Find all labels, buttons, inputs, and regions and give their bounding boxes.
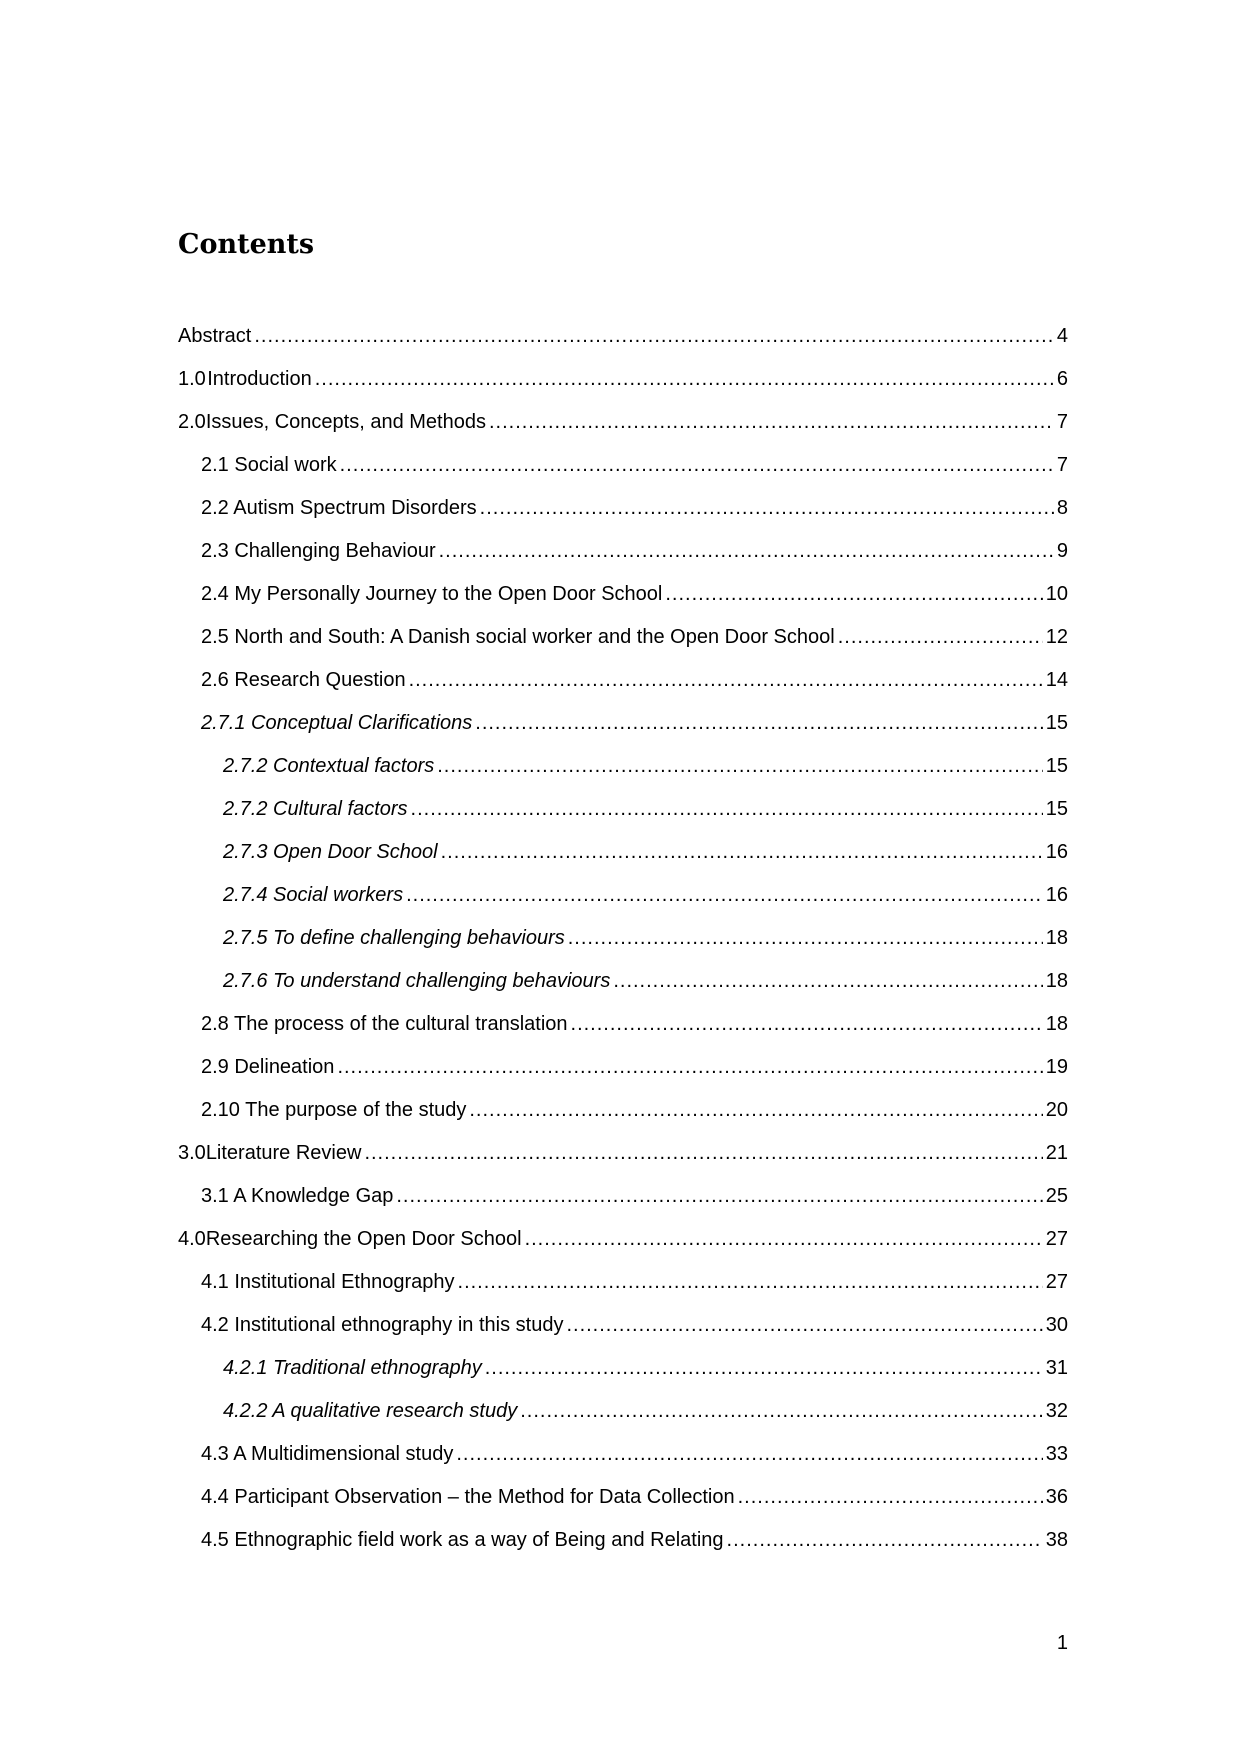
toc-entry-page: 15: [1045, 798, 1068, 820]
toc-entry-page: 31: [1045, 1357, 1068, 1379]
toc-entry-page: 12: [1045, 626, 1068, 648]
toc-entry-page: 14: [1045, 669, 1068, 691]
toc-entry-page: 30: [1045, 1314, 1068, 1336]
toc-entry-label: 2.7.2 Cultural factors: [223, 798, 408, 820]
toc-dot-leader: [525, 1218, 1043, 1261]
toc-entry-label: 2.8 The process of the cultural translation: [201, 1013, 568, 1035]
toc-entry[interactable]: [178, 702, 1068, 745]
toc-dot-leader: [364, 1132, 1042, 1175]
toc-entry-page: 19: [1045, 1056, 1068, 1078]
toc-dot-leader: [411, 788, 1043, 831]
toc-entry-label: Abstract: [178, 325, 252, 347]
toc-entry-label: 2.6 Research Question: [201, 669, 406, 691]
toc-entry-page: 10: [1045, 583, 1068, 605]
toc-entry[interactable]: [178, 960, 1068, 1003]
toc-entry-label: 2.5 North and South: A Danish social worker and the Open Door School: [201, 626, 835, 648]
toc-entry-label: 2.7.2 Contextual factors: [223, 755, 435, 777]
toc-entry[interactable]: [178, 315, 1068, 358]
toc-entry-page: 27: [1045, 1271, 1068, 1293]
toc-dot-leader: [838, 616, 1043, 659]
toc-entry[interactable]: [178, 616, 1068, 659]
toc-dot-leader: [409, 659, 1043, 702]
toc-entry-label: 2.7.4 Social workers: [223, 884, 404, 906]
toc-entry-page: 15: [1045, 712, 1068, 734]
toc-entry[interactable]: [178, 1304, 1068, 1347]
toc-entry-label: 2.7.1 Conceptual Clarifications: [201, 712, 473, 734]
toc-entry[interactable]: [178, 1218, 1068, 1261]
toc-entry-label: Issues, Concepts, and Methods: [205, 411, 486, 433]
toc-entry-label: 2.9 Delineation: [201, 1056, 335, 1078]
toc-entry-label: Introduction: [207, 368, 312, 390]
toc-entry-number: 4.0: [178, 1228, 206, 1250]
toc-entry-label: 4.4 Participant Observation – the Method for Data Collection: [201, 1486, 735, 1508]
toc-entry-label: 4.2.2 A qualitative research study: [223, 1400, 518, 1422]
toc-entry-label: 2.10 The purpose of the study: [201, 1099, 467, 1121]
toc-entry-label: 2.7.6 To understand challenging behaviours: [223, 970, 611, 992]
toc-entry-page: 33: [1045, 1443, 1068, 1465]
toc-entry-label: 4.1 Institutional Ethnography: [201, 1271, 455, 1293]
toc-entry-page: 25: [1045, 1185, 1068, 1207]
toc-entry-number: 2.0: [178, 411, 206, 433]
toc-entry-page: 20: [1045, 1099, 1068, 1121]
toc-entry[interactable]: [178, 1175, 1068, 1218]
toc-entry[interactable]: [178, 1476, 1068, 1519]
toc-entry[interactable]: [178, 1046, 1068, 1089]
toc-entry-page: 7: [1056, 454, 1068, 476]
toc-dot-leader: [441, 831, 1043, 874]
toc-entry[interactable]: [178, 659, 1068, 702]
toc-dot-leader: [727, 1519, 1043, 1562]
toc-dot-leader: [489, 401, 1054, 444]
toc-entry[interactable]: [178, 487, 1068, 530]
toc-dot-leader: [566, 1304, 1042, 1347]
toc-entry-page: 7: [1056, 411, 1068, 433]
toc-dot-leader: [456, 1433, 1042, 1476]
toc-dot-leader: [437, 745, 1043, 788]
page-number: 1: [1056, 1632, 1068, 1654]
toc-dot-leader: [396, 1175, 1042, 1218]
toc-entry[interactable]: [178, 1433, 1068, 1476]
toc-entry[interactable]: [178, 831, 1068, 874]
toc-entry[interactable]: [178, 1347, 1068, 1390]
toc-entry-page: 16: [1045, 884, 1068, 906]
toc-dot-leader: [480, 487, 1054, 530]
toc-dot-leader: [568, 917, 1043, 960]
toc-entry-label: 2.7.5 To define challenging behaviours: [223, 927, 565, 949]
toc-dot-leader: [738, 1476, 1043, 1519]
toc-entry[interactable]: [178, 1003, 1068, 1046]
toc-entry-label: 4.3 A Multidimensional study: [201, 1443, 454, 1465]
toc-entry-page: 4: [1056, 325, 1068, 347]
toc-entry-page: 6: [1056, 368, 1068, 390]
toc-entry-label: Literature Review: [205, 1142, 362, 1164]
toc-dot-leader: [406, 874, 1043, 917]
toc-entry[interactable]: [178, 917, 1068, 960]
toc-entry-label: 4.5 Ethnographic field work as a way of Being and Relating: [201, 1529, 724, 1551]
toc-dot-leader: [475, 702, 1042, 745]
toc-entry-page: 15: [1045, 755, 1068, 777]
page-title: Contents: [178, 229, 315, 260]
toc-entry[interactable]: [178, 1390, 1068, 1433]
toc-entry[interactable]: [178, 1261, 1068, 1304]
toc-entry-page: 8: [1056, 497, 1068, 519]
toc-entry[interactable]: [178, 444, 1068, 487]
toc-entry-label: 2.2 Autism Spectrum Disorders: [201, 497, 477, 519]
toc-entry-page: 32: [1045, 1400, 1068, 1422]
table-of-contents: [178, 315, 1068, 1562]
toc-entry-page: 9: [1056, 540, 1068, 562]
toc-entry-label: 2.3 Challenging Behaviour: [201, 540, 436, 562]
toc-entry-page: 36: [1045, 1486, 1068, 1508]
toc-entry-page: 16: [1045, 841, 1068, 863]
toc-dot-leader: [315, 358, 1054, 401]
toc-entry[interactable]: [178, 530, 1068, 573]
toc-entry-page: 18: [1045, 927, 1068, 949]
toc-dot-leader: [665, 573, 1042, 616]
toc-entry-page: 27: [1045, 1228, 1068, 1250]
toc-entry-label: 3.1 A Knowledge Gap: [201, 1185, 394, 1207]
toc-entry[interactable]: [178, 1519, 1068, 1562]
toc-entry-label: Researching the Open Door School: [205, 1228, 522, 1250]
toc-entry[interactable]: [178, 1132, 1068, 1175]
toc-entry[interactable]: [178, 573, 1068, 616]
toc-dot-leader: [613, 960, 1042, 1003]
toc-dot-leader: [571, 1003, 1043, 1046]
toc-dot-leader: [340, 444, 1054, 487]
toc-dot-leader: [485, 1347, 1043, 1390]
toc-entry[interactable]: [178, 1089, 1068, 1132]
toc-dot-leader: [520, 1390, 1043, 1433]
toc-entry-label: 2.7.3 Open Door School: [223, 841, 438, 863]
toc-dot-leader: [254, 315, 1054, 358]
toc-dot-leader: [469, 1089, 1042, 1132]
toc-dot-leader: [458, 1261, 1043, 1304]
toc-entry-page: 18: [1045, 1013, 1068, 1035]
toc-entry-label: 4.2.1 Traditional ethnography: [223, 1357, 482, 1379]
toc-entry-label: 2.1 Social work: [201, 454, 337, 476]
toc-entry-number: 1.0: [178, 368, 206, 390]
toc-entry[interactable]: [178, 745, 1068, 788]
toc-dot-leader: [439, 530, 1054, 573]
toc-entry[interactable]: [178, 874, 1068, 917]
toc-dot-leader: [337, 1046, 1042, 1089]
toc-entry[interactable]: [178, 788, 1068, 831]
toc-entry-page: 21: [1045, 1142, 1068, 1164]
toc-entry-label: 2.4 My Personally Journey to the Open Door School: [201, 583, 663, 605]
toc-entry-number: 3.0: [178, 1142, 206, 1164]
toc-entry-page: 18: [1045, 970, 1068, 992]
toc-entry[interactable]: [178, 401, 1068, 444]
toc-entry-page: 38: [1045, 1529, 1068, 1551]
toc-entry[interactable]: [178, 358, 1068, 401]
toc-entry-label: 4.2 Institutional ethnography in this study: [201, 1314, 564, 1336]
